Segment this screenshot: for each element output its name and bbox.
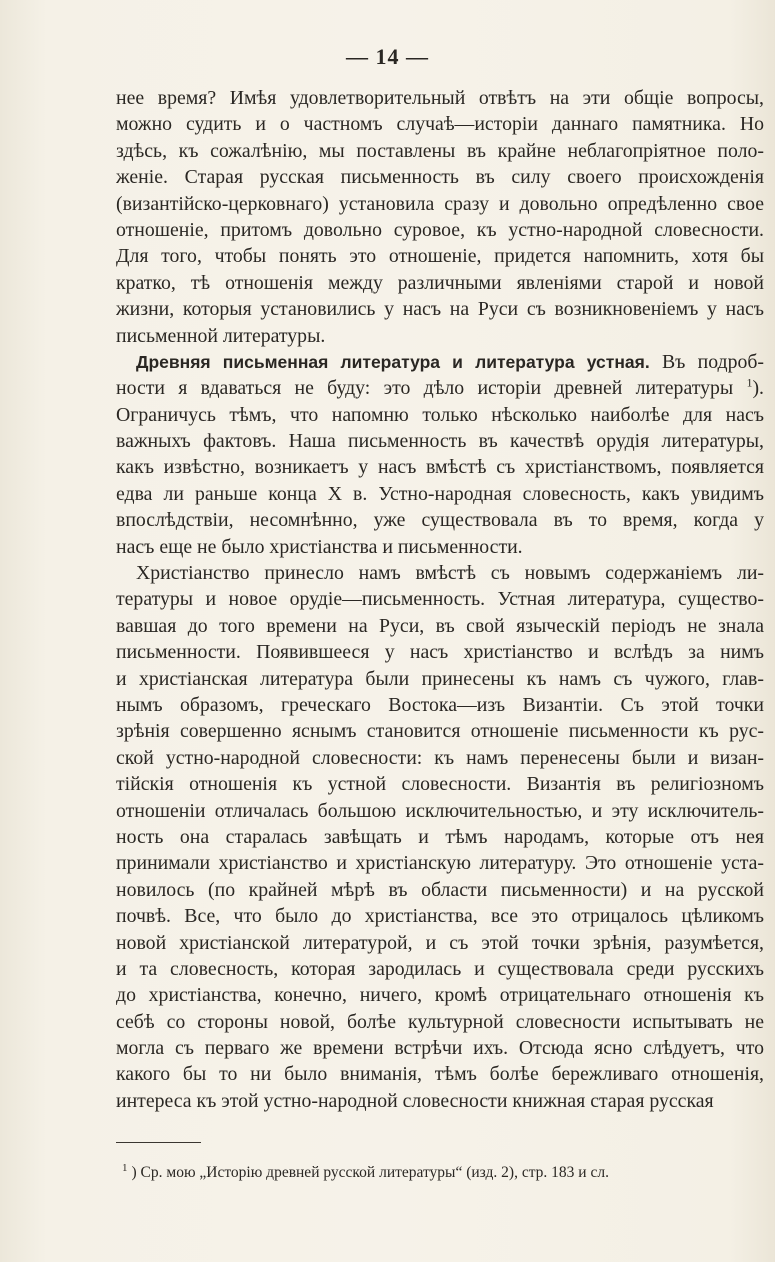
line-text: новилось (по крайней мѣрѣ въ области письменности) и на русской: [116, 878, 764, 901]
line-text: нымъ образомъ, греческаго Востока—изъ Византіи. Съ этой точки: [116, 693, 764, 716]
text-line: [116, 798, 764, 824]
footnote-reference: 1: [746, 375, 753, 390]
line-text: принимали христіанство и христіанскую литературу. Это отношеніе уста-: [116, 852, 764, 875]
text-line: [116, 349, 764, 375]
line-text: отношеніи отличалась большою исключительностью, и эту исключитель-: [116, 799, 764, 822]
line-text: (византійско-церковнаго) установила сразу и довольно опредѣленно свое: [116, 192, 764, 215]
line-text: какъ извѣстно, возникаетъ у насъ вмѣстѣ съ христіанствомъ, появляется: [116, 456, 764, 479]
line-text: вавшая до того времени на Руси, въ свой языческій періодъ не знала: [116, 614, 764, 637]
text-line: [116, 745, 764, 771]
text-line: [116, 454, 764, 480]
line-text: Въ подроб-: [649, 350, 764, 373]
line-text: насъ еще не было христіанства и письменности.: [116, 535, 523, 558]
line-text: важныхъ фактовъ. Наша письменность въ качествѣ орудія литературы,: [116, 430, 764, 453]
line-text: тійскія отношенія къ устной словесности. Византія въ религіозномъ: [116, 773, 764, 796]
text-line: [116, 930, 764, 956]
text-line: [116, 296, 764, 322]
line-text: письменности. Появившееся у насъ христіанство и вслѣдъ за нимъ: [116, 641, 764, 664]
text-line: [116, 1009, 764, 1035]
line-text: письменной литературы.: [116, 324, 326, 347]
text-line: [116, 1061, 764, 1087]
line-text: ской устно-народной словесности: къ намъ перенесены были и визан-: [116, 746, 764, 769]
text-line: [116, 982, 764, 1008]
line-text: кратко, тѣ отношенія между различными явленіями старой и новой: [116, 271, 764, 294]
text-line: [116, 534, 764, 560]
line-text: почвѣ. Все, что было до христіанства, все это отрицалось цѣликомъ: [116, 905, 764, 928]
text-line: [116, 507, 764, 533]
line-text: Для того, чтобы понять это отношеніе, придется напомнить, хотя бы: [116, 245, 764, 268]
text-line: [116, 824, 764, 850]
text-line: [116, 85, 764, 111]
line-text: и христіанская литература были принесены къ намъ съ чужого, глав-: [116, 667, 764, 690]
line-text: зрѣнія совершенно яснымъ становится отношеніе письменности къ рус-: [116, 720, 764, 743]
footnote-mark-paren: ): [131, 1164, 137, 1181]
footnote-text: Ср. мою „Исторію древней русской литературы“ (изд. 2), стр. 183 и сл.: [140, 1164, 609, 1181]
text-line: [116, 111, 764, 137]
text-line: [116, 323, 764, 349]
text-line: [116, 243, 764, 269]
text-line: [116, 138, 764, 164]
line-text: нее время? Имѣя удовлетворительный отвѣтъ на эти общіе вопросы,: [116, 87, 764, 109]
text-line: [116, 402, 764, 428]
line-text-tail: ).: [752, 377, 764, 400]
text-line: [116, 877, 764, 903]
line-text: отношеніе, притомъ довольно суровое, къ устно-народной словесности.: [116, 218, 764, 241]
text-line: [116, 191, 764, 217]
line-text: здѣсь, къ сожалѣнію, мы поставлены въ крайне неблагопріятное поло-: [116, 139, 764, 162]
text-line: [116, 666, 764, 692]
text-line: [116, 217, 764, 243]
line-text: и та словесность, которая зародилась и существовала среди русскихъ: [116, 957, 764, 980]
text-line: [116, 613, 764, 639]
text-line: [116, 428, 764, 454]
line-text: какого бы то ни было вниманія, тѣмъ болѣе бережливаго отношенія,: [116, 1063, 764, 1086]
section-heading: Древняя письменная литература и литература устная.: [136, 351, 650, 372]
text-line: [116, 903, 764, 929]
line-text: едва ли раньше конца X в. Устно-народная словесность, какъ увидимъ: [116, 482, 764, 505]
line-text: жизни, которыя установились у насъ на Руси съ возникновеніемъ у насъ: [116, 298, 764, 321]
text-line: [116, 481, 764, 507]
text-line: [116, 718, 764, 744]
text-line: [116, 639, 764, 665]
text-line: [116, 771, 764, 797]
text-line: [116, 692, 764, 718]
line-text: Ограничусь тѣмъ, что напомню только нѣсколько наиболѣе для насъ: [116, 403, 764, 426]
text-line: [116, 956, 764, 982]
line-text: ность она старалась завѣщать и тѣмъ народамъ, которые отъ нея: [116, 825, 764, 848]
text-line: [116, 375, 764, 401]
line-text: Христіанство принесло намъ вмѣстѣ съ новымъ содержаніемъ ли-: [136, 562, 764, 585]
body-text: [116, 85, 764, 1114]
line-text: женіе. Старая русская письменность въ силу своего происхожденія: [116, 166, 764, 189]
line-text: до христіанства, конечно, ничего, кромѣ отрицательнаго отношенія къ: [116, 984, 764, 1007]
line-text: тературы и новое орудіе—письменность. Устная литература, существо-: [116, 588, 764, 611]
text-line: [116, 586, 764, 612]
line-text: могла съ перваго же времени встрѣчи ихъ. Отсюда ясно слѣдуетъ, что: [116, 1037, 764, 1060]
line-text: впослѣдствіи, несомнѣнно, уже существовала въ то время, когда у: [116, 509, 764, 532]
text-line: [116, 560, 764, 586]
text-line: [116, 1088, 764, 1114]
page-number: — 14 —: [346, 44, 429, 69]
text-line: [116, 1035, 764, 1061]
line-text: новой христіанской литературой, и съ этой точки зрѣнія, разумѣется,: [116, 931, 764, 954]
footnote-separator: [116, 1142, 201, 1143]
line-text: ности я вдаваться не буду: это дѣло исторіи древней литературы: [116, 377, 747, 400]
text-line: [116, 164, 764, 190]
text-line: [116, 270, 764, 296]
footnote: [116, 1162, 736, 1184]
footnote-mark: 1: [122, 1161, 128, 1174]
text-line: [116, 850, 764, 876]
line-text: себѣ со стороны новой, болѣе культурной словесности испытывать не: [116, 1010, 764, 1033]
line-text: можно судить и о частномъ случаѣ—исторіи даннаго памятника. Но: [116, 113, 764, 136]
line-text: интереса къ этой устно-народной словесности книжная старая русская: [116, 1089, 714, 1112]
